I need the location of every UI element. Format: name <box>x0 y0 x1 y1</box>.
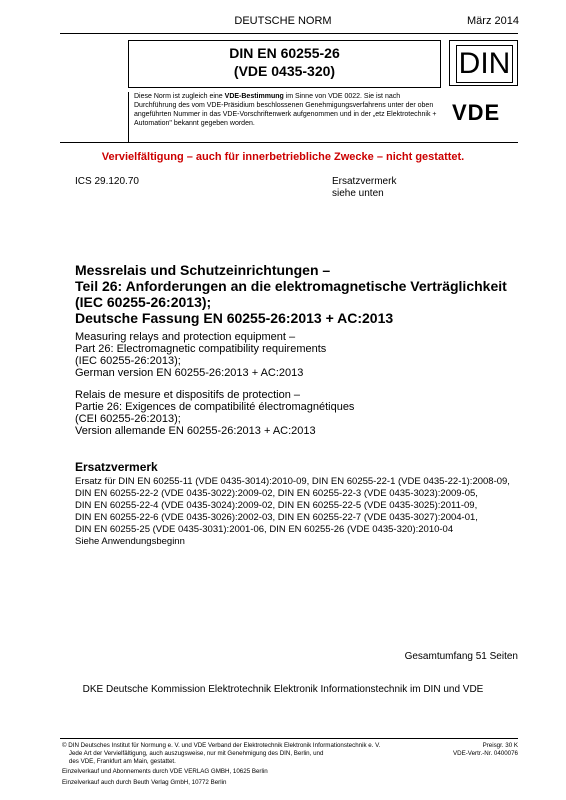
copy-warning: Vervielfältigung – auch für innerbetriebliche Zwecke – nicht gestattet. <box>101 151 465 163</box>
title-de-line: (IEC 60255-26:2013); <box>75 294 212 310</box>
vde-notice <box>128 92 439 142</box>
title-de-line: Messrelais und Schutzeinrichtungen – <box>75 262 331 278</box>
ersatz-line: DIN EN 60255-22-4 (VDE 0435-3024):2009-02, DIN EN 60255-22-5 (VDE 0435-3025):2011-09, <box>75 500 478 511</box>
copyright-line: des VDE, Frankfurt am Main, gestattet. <box>62 758 176 765</box>
title-en-line: (IEC 60255-26:2013); <box>75 355 181 367</box>
ersatz-line: Ersatz für DIN EN 60255-11 (VDE 0435-3014):2010-09, DIN EN 60255-22-1 (VDE 0435-22-1):2008-09, <box>75 476 510 487</box>
ersatz-line: DIN EN 60255-22-6 (VDE 0435-3026):2002-03, DIN EN 60255-22-7 (VDE 0435-3027):2004-01, <box>75 512 478 523</box>
sales-line: Einzelverkauf und Abonnements durch VDE VERLAG GMBH, 10625 Berlin <box>62 768 268 775</box>
ersatz-reference-line2: siehe unten <box>332 188 384 199</box>
ersatzvermerk-heading: Ersatzvermerk <box>75 460 158 474</box>
copyright-line: © DIN Deutsches Institut für Normung e. V. und VDE Verband der Elektrotechnik Elektronik Informationstechnik e. V. <box>62 742 381 749</box>
title-fr-line: Relais de mesure et dispositifs de protection – <box>75 389 301 401</box>
title-en-line: Part 26: Electromagnetic compatibility requirements <box>75 343 327 355</box>
title-french <box>75 389 515 437</box>
sales-line: Einzelverkauf auch durch Beuth Verlag GmbH, 10772 Berlin <box>62 779 227 786</box>
title-german <box>75 262 535 326</box>
footer-copyright <box>62 742 422 787</box>
vde-logo: VDE <box>452 100 501 125</box>
title-en-line: Measuring relays and protection equipment – <box>75 331 296 343</box>
footer-price <box>453 742 518 758</box>
copyright-line: Jede Art der Vervielfältigung, auch auszugsweise, nur mit Genehmigung des DIN, Berlin, und <box>62 750 324 757</box>
standard-number-box <box>128 40 441 88</box>
header-rule <box>60 142 518 143</box>
norm-type-label: DEUTSCHE NORM <box>234 15 332 27</box>
vertr-number: VDE-Vertr.-Nr. 0400076 <box>453 750 518 757</box>
footer-rule <box>60 738 518 739</box>
dke-line: DKE Deutsche Kommission Elektrotechnik Elektronik Informationstechnik im DIN und VDE <box>82 684 484 695</box>
title-en-line: German version EN 60255-26:2013 + AC:2013 <box>75 367 304 379</box>
title-de-line: Deutsche Fassung EN 60255-26:2013 + AC:2013 <box>75 310 394 326</box>
vde-number: (VDE 0435-320) <box>233 63 336 79</box>
page-count: Gesamtumfang 51 Seiten <box>404 651 518 662</box>
din-logo-text: DIN <box>458 47 511 80</box>
title-de-line: Teil 26: Anforderungen an die elektromagnetische Verträglichkeit <box>75 278 507 294</box>
price-group: Preisgr. 30 K <box>482 742 518 749</box>
ersatz-line: DIN EN 60255-22-2 (VDE 0435-3022):2009-02, DIN EN 60255-22-3 (VDE 0435-3023):2009-05, <box>75 488 478 499</box>
top-rule <box>60 33 518 34</box>
notice-text-1: Diese Norm ist zugleich eine <box>134 93 225 100</box>
din-logo <box>449 40 518 86</box>
publication-date: März 2014 <box>467 15 519 27</box>
ersatzvermerk-body <box>75 476 530 548</box>
ersatz-line: Siehe Anwendungsbeginn <box>75 536 185 547</box>
title-fr-line: Partie 26: Exigences de compatibilité électromagnétiques <box>75 401 355 413</box>
ersatz-reference <box>332 176 396 200</box>
ics-code: ICS 29.120.70 <box>75 176 139 187</box>
title-fr-line: (CEI 60255-26:2013); <box>75 413 181 425</box>
title-fr-line: Version allemande EN 60255-26:2013 + AC:2013 <box>75 425 316 437</box>
ersatz-line: DIN EN 60255-25 (VDE 0435-3031):2001-06, DIN EN 60255-26 (VDE 0435-320):2010-04 <box>75 524 454 535</box>
ersatz-reference-line1: Ersatzvermerk <box>332 176 397 187</box>
standard-number: DIN EN 60255-26 <box>229 45 340 61</box>
title-english <box>75 331 515 379</box>
notice-text-2: im Sinne von VDE 0022. Sie ist nach Durchführung des vom VDE-Präsidium beschlossenen Genehmigungsverfahrens unter der oben angeführten Nummer in das VDE-Vorschriftenwerk aufgenommen und in der „etz Elektrotechnik + Automation" bekannt gegeben worden. <box>134 93 437 127</box>
notice-bold: VDE-Bestimmung <box>224 93 284 100</box>
